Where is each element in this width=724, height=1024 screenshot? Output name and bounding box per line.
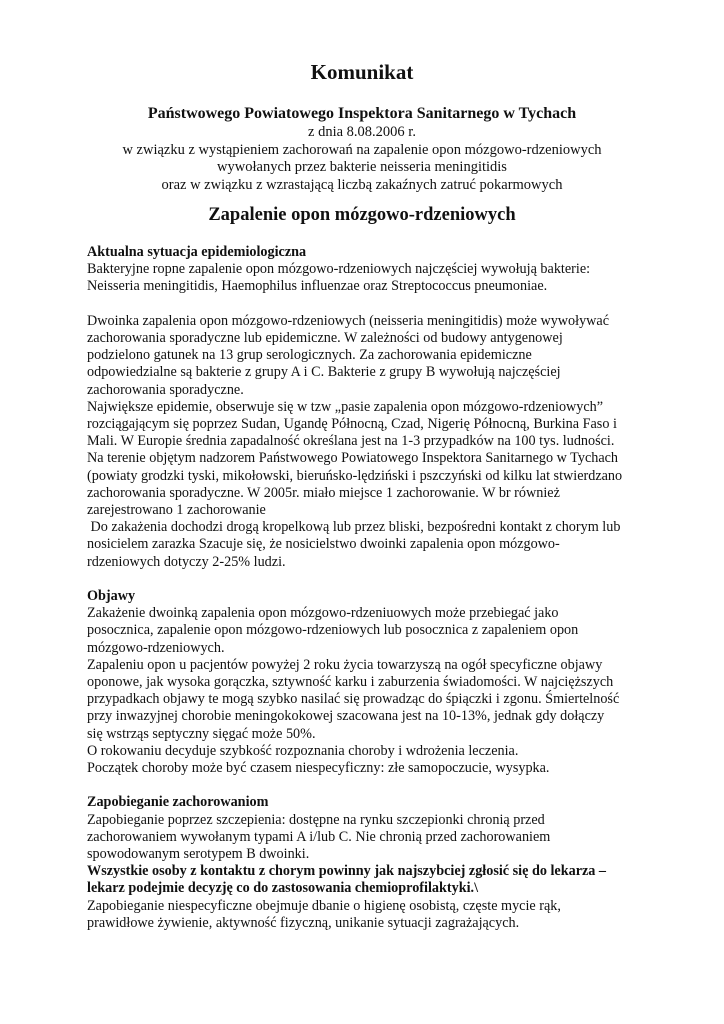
text-line: posocznica, zapalenie opon mózgowo-rdzeniowych lub posocznica z zapaleniem opon: [87, 622, 579, 639]
text-line: spowodowanym serotypem B dwoinki.: [87, 846, 310, 863]
text-line: Do zakażenia dochodzi drogą kropelkową lub przez bliski, bezpośredni kontakt z chorym lub: [87, 519, 621, 536]
text-line: rozciągającym się poprzez Sudan, Ugandę Północną, Czad, Nigerię Północną, Burkina Faso i: [87, 416, 617, 433]
text-line: Neisseria meningitidis, Haemophilus influenzae oraz Streptococcus pneumoniae.: [87, 278, 548, 295]
text-line: oponowe, jak wysoka gorączka, sztywność karku i zaburzenia świadomości. W najcięższych: [87, 674, 614, 691]
text-line: prawidłowe żywienie, aktywność fizyczną, unikanie sytuacji zagrażających.: [87, 914, 520, 931]
context-line: wywołanych przez bakterie neisseria meningitidis: [217, 159, 507, 175]
paragraph-gap: [87, 296, 647, 313]
date-line: z dnia 8.08.2006 r.: [308, 124, 416, 140]
text-line: przypadkach objawy te mogą szybko nasilać się prowadząc do śpiączki i zgonu. Śmiertelność: [87, 691, 620, 708]
text-line: zachorowania sporadyczne.: [87, 381, 244, 398]
text-line: zachorowania sporadyczne lub epidemiczne. W zależności od budowy antygenowej: [87, 330, 563, 346]
paragraph-gap: [87, 777, 647, 794]
context-line: w związku z wystąpieniem zachorowań na zapalenie opon mózgowo-rdzeniowych: [122, 141, 602, 158]
document-subtitle: Państwowego Powiatowego Inspektora Sanitarnego w Tychach: [147, 105, 577, 122]
text-line: Zakażenie dwoinką zapalenia opon mózgowo-rdzeniuowych może przebiegać jako: [87, 605, 559, 622]
document-body: [87, 244, 647, 932]
symptoms-heading: Objawy: [87, 588, 136, 605]
paragraph-gap: [87, 571, 647, 588]
text-line: odpowiedzialne są bakterie z grupy A i C. Bakterie z grupy B wywołują najczęściej: [87, 364, 561, 381]
text-line: nosicielem zarazka Szacuje się, że nosicielstwo dwoinki zapalenia opon mózgowo-: [87, 536, 560, 553]
text-line: Największe epidemie, obserwuje się w tzw „pasie zapalenia opon mózgowo-rdzeniowych”: [87, 398, 604, 415]
header-block: [0, 104, 724, 194]
section-title: Zapalenie opon mózgowo-rdzeniowych: [208, 205, 516, 225]
text-line: Na terenie objętym nadzorem Państwowego Powiatowego Inspektora Sanitarnego w Tychach: [87, 450, 619, 467]
text-line: rdzeniowych dotyczy 2-25% ludzi.: [87, 553, 286, 570]
text-line: Mali. W Europie średnia zapadalność określana jest na 1-3 przypadków na 100 tys. ludności.: [87, 433, 615, 450]
bold-notice-line: Wszystkie osoby z kontaktu z chorym powinny jak najszybciej zgłosić się do lekarza –: [87, 863, 607, 880]
text-line: Bakteryjne ropne zapalenie opon mózgowo-rdzeniowych najczęściej wywołują bakterie:: [87, 261, 591, 278]
text-line: zachorowania sporadyczne. W 2005r. miało miejsce 1 zachorowanie. W br również: [87, 484, 560, 501]
text-line: Zapobieganie niespecyficzne obejmuje dbanie o higienę osobistą, częste mycie rąk,: [87, 897, 561, 914]
context-line: oraz w związku z wzrastającą liczbą zakaźnych zatruć pokarmowych: [161, 176, 563, 193]
text-line: mózgowo-rdzeniowych.: [87, 639, 225, 656]
text-line: zarejestrowano 1 zachorowanie: [87, 502, 266, 519]
text-line: Zapobieganie poprzez szczepienia: dostępne na rynku szczepionki chronią przed: [87, 811, 545, 828]
text-line: (powiaty grodzki tyski, mikołowski, bieruńsko-lędziński i pszczyński od kilku lat stwierdzano: [87, 467, 623, 484]
text-line: się wstrząs septyczny sięgać może 50%.: [87, 725, 316, 742]
situation-heading: Aktualna sytuacja epidemiologiczna: [87, 244, 307, 260]
text-line: Początek choroby może być czasem niespecyficzny: złe samopoczucie, wysypka.: [87, 760, 550, 777]
prevention-heading: Zapobieganie zachorowaniom: [87, 794, 269, 811]
text-line: podzielono gatunek na 13 grup serologicznych. Za zachorowania epidemiczne: [87, 347, 532, 364]
bold-notice-line: lekarz podejmie decyzję co do zastosowania chemioprofilaktyki.\: [87, 880, 479, 897]
text-line: O rokowaniu decyduje szybkość rozpoznania choroby i wdrożenia leczenia.: [87, 742, 519, 759]
text-line: Dwoinka zapalenia opon mózgowo-rdzeniowych (neisseria meningitidis) może wywoływać: [87, 312, 610, 329]
text-line: Zapaleniu opon u pacjentów powyżej 2 roku życia towarzyszą na ogół specyficzne objawy: [87, 656, 603, 673]
text-line: zachorowaniem wywołanym typami A i/lub C. Nie chronią przed zachorowaniem: [87, 828, 551, 845]
document-title: Komunikat: [310, 60, 414, 84]
text-line: przy inwazyjnej chorobie meningokokowej szacowana jest na 10-13%, jednak gdy dołączy: [87, 708, 605, 725]
